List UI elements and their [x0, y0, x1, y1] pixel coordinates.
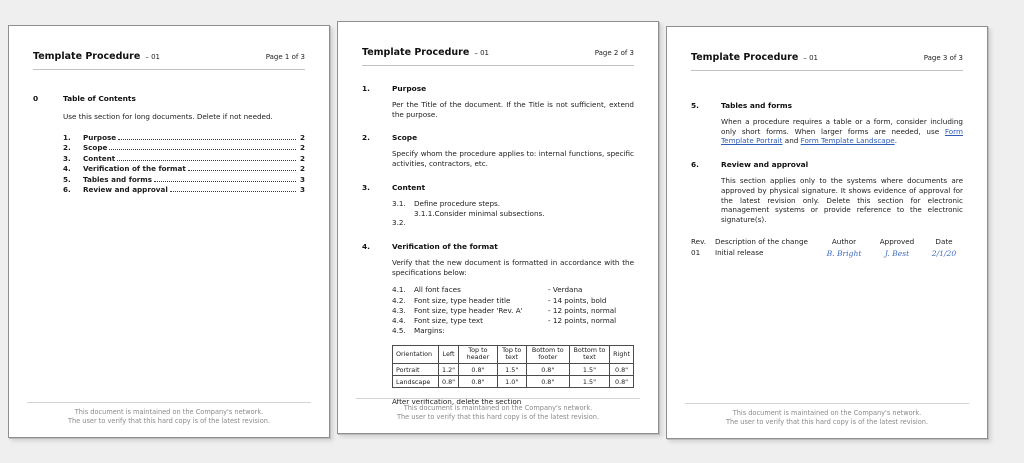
margins-header-cell: Bottom to footer [526, 345, 569, 364]
toc-dot-leader [109, 149, 296, 150]
subsection-3-2 [392, 218, 634, 228]
margins-table-header-row [393, 345, 634, 364]
toc-item-number: 1. [63, 132, 71, 142]
rev-number: 01 [691, 247, 701, 257]
toc-item-page: 2 [299, 153, 305, 163]
section-title: Scope [392, 133, 418, 143]
margins-cell: 1.0" [497, 376, 526, 388]
toc-dot-leader [154, 181, 296, 182]
margins-cell: 0.8" [610, 376, 634, 388]
rev-header-rev: Rev. [691, 236, 707, 246]
margins-cell: 0.8" [610, 364, 634, 376]
section-title: Table of Contents [63, 94, 136, 103]
rev-header-approved: Approved [879, 236, 915, 246]
margins-cell: 1.5" [569, 376, 609, 388]
toc-list [63, 133, 305, 196]
section-toc [33, 94, 305, 196]
spec-row [392, 285, 634, 295]
margins-header-cell: Top to header [459, 345, 498, 364]
toc-dot-leader [170, 191, 296, 192]
margins-cell: Portrait [393, 364, 439, 376]
section-title: Verification of the format [392, 242, 498, 252]
section-body: Specify whom the procedure applies to: internal functions, specific activities, contractors, etc. [392, 149, 634, 169]
section-title: Tables and forms [721, 101, 793, 110]
footer-line-1: This document is maintained on the Company's network. [74, 407, 264, 416]
toc-item-number: 3. [63, 153, 71, 163]
document-number: – 01 [803, 54, 818, 62]
header-title-group [362, 40, 489, 59]
document-page-2 [337, 21, 659, 434]
section-number: 0 [33, 94, 39, 103]
document-title: Template Procedure [33, 51, 141, 62]
header-title-group [33, 44, 160, 63]
margins-header-cell: Left [439, 345, 459, 364]
section-verification [362, 242, 634, 406]
toc-item-label: Content [83, 153, 116, 163]
spec-value: - 12 points, normal [548, 305, 617, 315]
spec-number: 4.5. [392, 326, 406, 336]
revision-table [691, 237, 963, 259]
toc-item-page: 2 [299, 164, 305, 174]
footer-line-2: The user to verify that this hard copy is of the latest revision. [725, 417, 929, 426]
margins-cell: 1.5" [569, 364, 609, 376]
spec-value: - 12 points, normal [548, 316, 617, 326]
page-number-label: Page 2 of 3 [594, 49, 634, 57]
toc-dot-leader [117, 160, 296, 161]
section-number: 1. [362, 84, 370, 93]
toc-row[interactable] [63, 185, 305, 196]
document-number: – 01 [145, 53, 160, 61]
margins-header-cell: Orientation [393, 345, 439, 364]
footer-line-1: This document is maintained on the Company's network. [403, 403, 593, 412]
toc-item-page: 3 [299, 185, 305, 195]
header-rule [691, 70, 963, 71]
section-number: 4. [362, 242, 370, 252]
header-rule [362, 65, 634, 66]
section-content [362, 183, 634, 228]
subsection-3-1-1 [392, 209, 634, 219]
section-tables-forms [691, 101, 963, 146]
subsection-text: Define procedure steps. [414, 198, 501, 208]
form-template-landscape-link[interactable]: Form Template Landscape [800, 136, 895, 146]
toc-item-number: 4. [63, 164, 71, 174]
margins-header-cell: Bottom to text [569, 345, 609, 364]
spec-label: Font size, type header 'Rev. A' [414, 305, 523, 315]
document-page-1 [8, 25, 330, 438]
footer-line-1: This document is maintained on the Company's network. [732, 408, 922, 417]
spec-label: Font size, type header title [414, 295, 511, 305]
toc-item-page: 3 [299, 174, 305, 184]
margins-cell: 0.8" [526, 376, 569, 388]
toc-row[interactable] [63, 164, 305, 175]
body-text: . [894, 136, 897, 146]
toc-item-label: Review and approval [83, 185, 168, 195]
toc-item-number: 2. [63, 143, 71, 153]
spec-label: All font faces [414, 285, 461, 295]
revision-data-row [691, 248, 963, 259]
margins-cell: 1.5" [497, 364, 526, 376]
body-text: and [782, 136, 801, 146]
spec-number: 4.1. [392, 285, 406, 295]
spec-row [392, 306, 634, 316]
header-title-group [691, 45, 818, 64]
toc-row[interactable] [63, 175, 305, 186]
toc-row[interactable] [63, 133, 305, 144]
footer-rule [685, 403, 969, 404]
margins-cell: 1.2" [439, 364, 459, 376]
margins-cell: 0.8" [439, 376, 459, 388]
revision-header-row [691, 237, 963, 248]
margins-table-row [393, 364, 634, 376]
toc-item-label: Tables and forms [83, 174, 153, 184]
document-title: Template Procedure [691, 52, 799, 63]
rev-header-author: Author [831, 236, 857, 246]
rev-description: Initial release [715, 247, 764, 257]
author-signature: B. Bright [826, 248, 862, 258]
subsection-number: 3.1. [392, 198, 406, 208]
date-signature: 2/1/20 [931, 248, 957, 258]
toc-item-label: Purpose [83, 132, 117, 142]
approved-signature: J. Best [884, 248, 910, 258]
footer-line-2: The user to verify that this hard copy is of the latest revision. [396, 412, 600, 421]
rev-header-description: Description of the change [715, 236, 808, 246]
body-text: When a procedure requires a table or a form, consider including only short forms. When larger forms are needed, use [721, 117, 963, 136]
margins-cell: 0.8" [459, 376, 498, 388]
page-footer [352, 398, 644, 422]
margins-cell: Landscape [393, 376, 439, 388]
header-rule [33, 69, 305, 70]
section-title: Content [392, 182, 426, 192]
page-number-label: Page 3 of 3 [923, 54, 963, 62]
spec-number: 4.4. [392, 316, 406, 326]
section-body [721, 117, 963, 146]
spec-value [548, 326, 634, 336]
spec-value: - Verdana [548, 285, 583, 295]
toc-row[interactable] [63, 143, 305, 154]
footer-rule [356, 398, 640, 399]
section-number: 6. [691, 160, 699, 170]
content-subsections [392, 199, 634, 228]
margins-cell: 0.8" [526, 364, 569, 376]
margins-table-row [393, 376, 634, 388]
section-number: 5. [691, 101, 699, 110]
footer-line-2: The user to verify that this hard copy is of the latest revision. [67, 416, 271, 425]
section-review-approval [691, 160, 963, 225]
document-page-3 [666, 26, 988, 439]
toc-intro: Use this section for long documents. Delete if not needed. [63, 112, 273, 121]
toc-dot-leader [118, 139, 296, 140]
toc-item-number: 5. [63, 174, 71, 184]
section-body: Per the Title of the document. If the Title is not sufficient, extend the purpose. [392, 100, 634, 119]
spec-number: 4.2. [392, 295, 406, 305]
margins-table [392, 345, 634, 389]
section-scope [362, 133, 634, 168]
subsection-text: 3.1.1.Consider minimal subsections. [414, 208, 545, 218]
spec-row [392, 296, 634, 306]
section-number: 3. [362, 182, 370, 192]
toc-dot-leader [188, 170, 296, 171]
spec-label: Margins: [414, 326, 445, 336]
toc-item-number: 6. [63, 185, 71, 195]
spec-list [392, 285, 634, 336]
page-header [362, 40, 634, 59]
page-number-label: Page 1 of 3 [265, 53, 305, 61]
subsection-3-1 [392, 199, 634, 209]
toc-row[interactable] [63, 154, 305, 165]
toc-item-page: 2 [299, 132, 305, 142]
subsection-number: 3.2. [392, 218, 406, 228]
after-verification-note: After verification, delete the section [392, 397, 522, 407]
section-body: Verify that the new document is formatted in accordance with the specifications below: [392, 258, 634, 277]
margins-header-cell: Top to text [497, 345, 526, 364]
spec-row [392, 326, 634, 336]
page-header [33, 44, 305, 63]
section-body: This section applies only to the systems where documents are approved by physical signature. It shows evidence of approval for the latest revision only. Delete this section for electronic management systems or provide reference to the electronic signature(s). [721, 176, 963, 225]
spec-number: 4.3. [392, 305, 406, 315]
document-title: Template Procedure [362, 47, 470, 58]
page-header [691, 45, 963, 64]
spec-row [392, 316, 634, 326]
spec-label: Font size, type text [414, 316, 483, 326]
document-number: – 01 [474, 49, 489, 57]
toc-item-page: 2 [299, 143, 305, 153]
section-purpose [362, 84, 634, 119]
toc-item-label: Verification of the format [83, 164, 186, 174]
rev-header-date: Date [935, 236, 953, 246]
section-title: Review and approval [721, 160, 809, 170]
page-footer [23, 402, 315, 426]
spec-value: - 14 points, bold [548, 295, 607, 305]
margins-cell: 0.8" [459, 364, 498, 376]
section-title: Purpose [392, 84, 427, 93]
section-number: 2. [362, 133, 370, 143]
toc-item-label: Scope [83, 143, 108, 153]
form-template-portrait-link[interactable]: Form Template Portrait [721, 126, 963, 146]
footer-rule [27, 402, 311, 403]
margins-header-cell: Right [610, 345, 634, 364]
page-footer [681, 403, 973, 427]
